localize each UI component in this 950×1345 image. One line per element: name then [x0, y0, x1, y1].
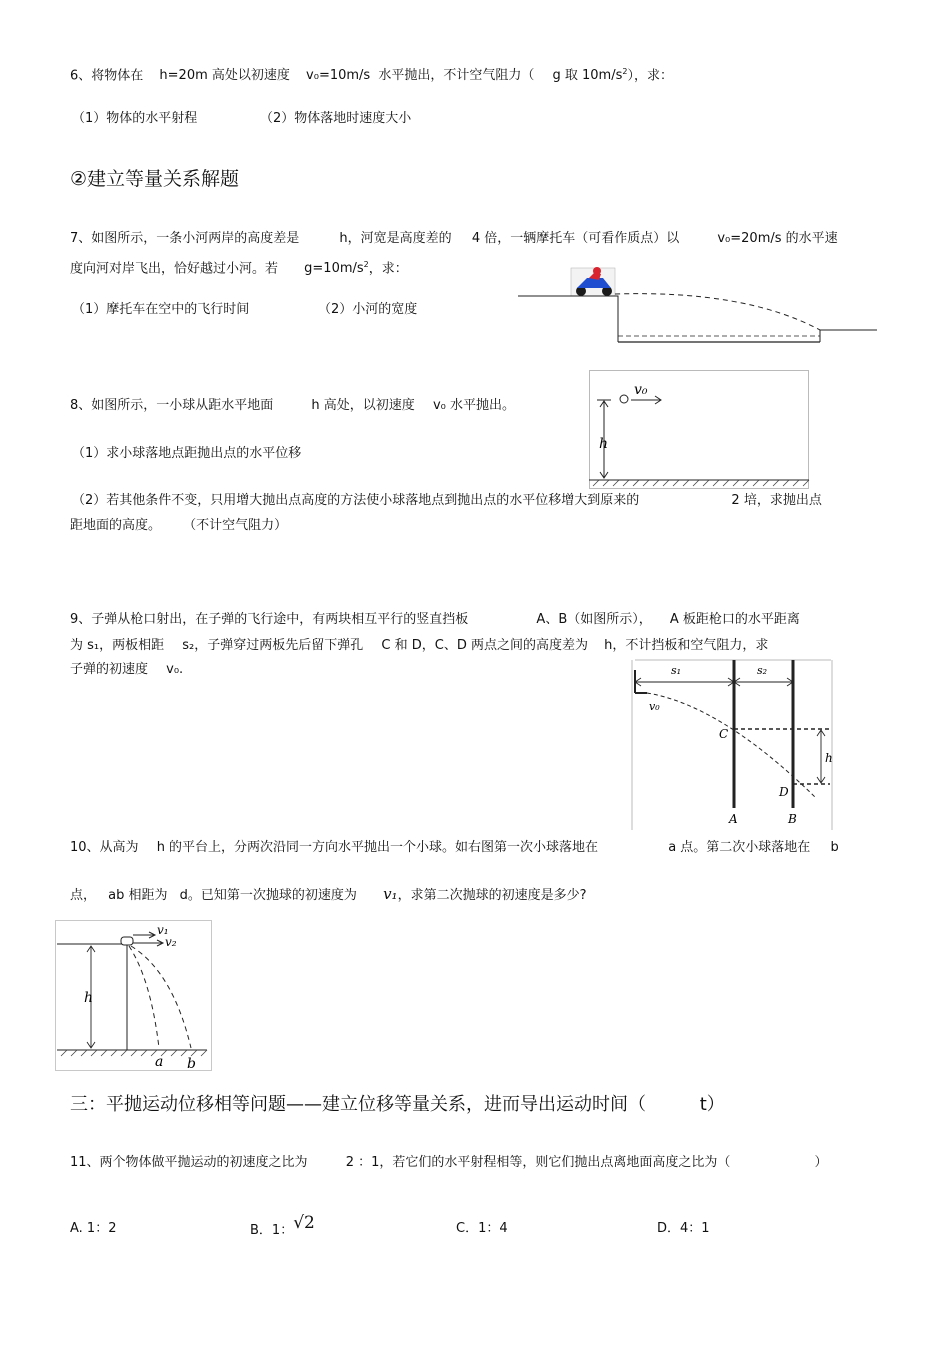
q10-label-v2: v₂ — [165, 935, 177, 949]
q6-line1: 6、将物体在 h=20m 高处以初速度 v₀=10m/s 水平抛出，不计空气阻力（ g 取 $10m/s^2$），求： — [70, 67, 673, 84]
section3-heading: 三：平抛运动位移相等问题——建立位移等量关系，进而导出运动时间（ t） — [70, 1094, 725, 1115]
q11-option-d: D．4：1 — [657, 1221, 710, 1236]
q9-label-C: C — [719, 727, 729, 741]
q9-line2: 为 s₁，两板相距 s₂，子弹穿过两板先后留下弹孔 C 和 D，C、D 两点之间的高度差为 h，不计挡板和空气阻力，求 — [70, 638, 769, 653]
q11-option-a: A. 1：2 — [70, 1221, 117, 1236]
q10-trajectory-a — [129, 946, 159, 1048]
q9-line3: 子弹的初速度 v₀. — [70, 662, 184, 677]
q9-line1: 9、子弹从枪口射出，在子弹的飞行途中，有两块相互平行的竖直挡板 A、B（如图所示）， A 板距枪口的水平距离 — [70, 612, 800, 627]
q7-sub2: （2）小河的宽度 — [318, 302, 418, 317]
q10-line1: 10、从高为 h 的平台上，分两次沿同一方向水平抛出一个小球。如右图第一次小球落地在 a 点。第二次小球落地在 b — [70, 840, 839, 855]
q10-label-a: a — [155, 1054, 164, 1070]
q8-sub1: （1）求小球落地点距抛出点的水平位移 — [72, 446, 302, 461]
q9-trajectory — [647, 693, 816, 798]
q9-label-h: h — [825, 751, 833, 765]
q8-ball — [620, 395, 628, 403]
q9-label-A: A — [729, 812, 738, 826]
q9-label-D: D — [779, 785, 789, 799]
q10-line2: 点， ab 相距为 d。已知第一次抛球的初速度为 v₁，求第二次抛球的初速度是多少? — [70, 885, 587, 903]
q8-label-v0: v₀ — [634, 382, 648, 398]
q9-figure — [631, 660, 834, 830]
q8-figure — [589, 370, 811, 494]
q9-label-s1: s₁ — [671, 664, 682, 677]
q10-ball — [121, 937, 133, 945]
q11-option-c: C．1：4 — [456, 1221, 508, 1236]
q10-label-h: h — [84, 990, 94, 1006]
q6-sub1: （1）物体的水平射程 — [72, 111, 198, 126]
q8-sub2-line2: 距地面的高度。 （不计空气阻力） — [70, 518, 288, 533]
q8-label-h: h — [599, 436, 609, 452]
q11-option-b: B．1：√2 — [250, 1213, 315, 1238]
q7-line1: 7、如图所示，一条小河两岸的高度差是 h，河宽是高度差的 4 倍，一辆摩托车（可看作质点）以 v₀=20m/s 的水平速 — [70, 231, 838, 246]
q9-label-B: B — [788, 812, 797, 826]
q11-line1: 11、两个物体做平抛运动的初速度之比为 2 ：1，若它们的水平射程相等，则它们抛出点离地面高度之比为（ ） — [70, 1155, 828, 1170]
q7-sub1: （1）摩托车在空中的飞行时间 — [72, 302, 250, 317]
q9-label-v0: v₀ — [649, 700, 660, 713]
q10-label-v1: v₁ — [157, 923, 169, 937]
q8-line1: 8、如图所示，一小球从距水平地面 h 高处，以初速度 v₀ 水平抛出。 — [70, 398, 515, 413]
q10-trajectory-b — [131, 946, 191, 1048]
q10-label-b: b — [187, 1056, 196, 1072]
q8-sub2-line1: （2）若其他条件不变，只用增大抛出点高度的方法使小球落地点到抛出点的水平位移增大到原来的 2 培，求抛出点 — [72, 493, 822, 508]
q6-sub2: （2）物体落地时速度大小 — [260, 111, 412, 126]
q7-river-figure — [515, 262, 880, 354]
q10-figure — [55, 920, 213, 1072]
q7-left-bank — [518, 296, 618, 342]
q9-label-s2: s₂ — [757, 664, 768, 677]
q7-motorcycle-icon — [571, 267, 615, 296]
q7-line2: 度向河对岸飞出，恰好越过小河。若 $g=10m/s^2$，求： — [70, 260, 408, 277]
q8-ground-hatch — [593, 480, 809, 486]
q7-trajectory — [615, 294, 820, 330]
q7-right-bank — [820, 330, 877, 342]
section2-heading: ②建立等量关系解题 — [70, 168, 240, 190]
